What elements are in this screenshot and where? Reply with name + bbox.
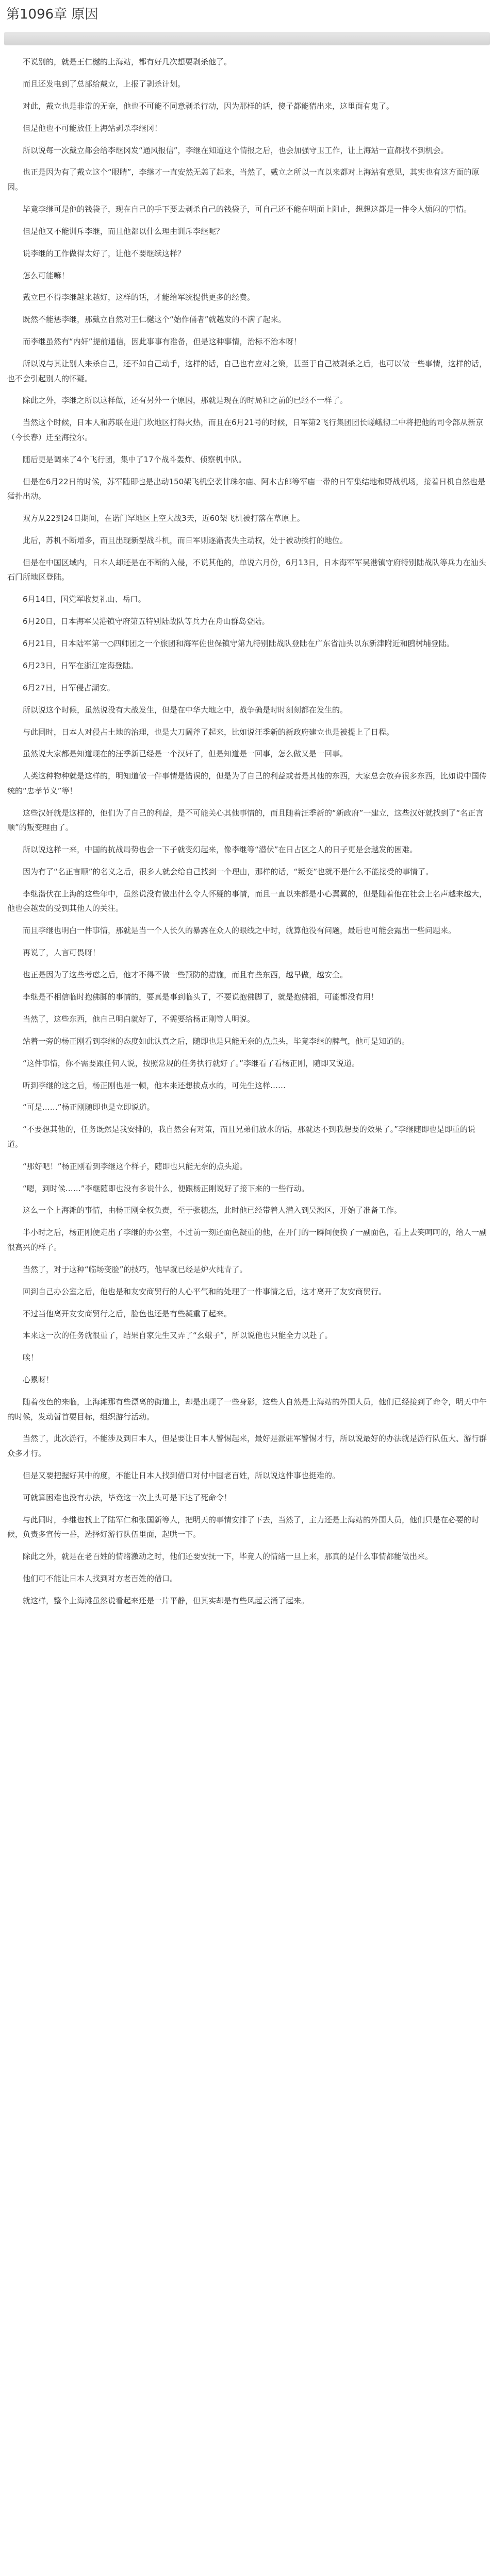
paragraph: 而且李继也明白一件事情，那就是当一个人长久的暴露在众人的眼线之中时，就算他没有问题，最后也可能会露出一些问题来。: [23, 926, 456, 936]
paragraph: “不要想其他的，任务既然是我安排的，我自然会有对策，而且兄弟们放水的话，那就达不到我想要的效果了。”李继随即也是即重的说道。: [7, 1125, 476, 1149]
paragraph: 与此同时，日本人对侵占土地的治理，也是大刀阔斧了起来，比如说汪季新的新政府建立也是被提上了日程。: [23, 727, 394, 737]
paragraph: 随后更是调来了4个飞行团，集中了17个战斗轰炸、侦察机中队。: [23, 454, 246, 464]
paragraph: 当然了，此次游行，不能涉及到日本人，但是要让日本人警惕起来，最好是派驻军警惕才行，所以说最好的办法就是游行队伍大、游行群众多才行。: [7, 1434, 487, 1458]
paragraph: 唉！: [23, 1353, 39, 1363]
paragraph: 李继潜伏在上海的这些年中，虽然说没有做出什么令人怀疑的事情，而且一直以来都是小心翼翼的，但是随着他在社会上名声越来越大，他也会越发的受到其他人的关注。: [7, 889, 487, 913]
paragraph: 但是又要把握好其中的度，不能让日本人找到借口对付中国老百姓，所以说这件事也挺难的。: [23, 1470, 340, 1480]
paragraph: 说李继的工作做得太好了，让他不要继续这样？: [23, 248, 186, 258]
paragraph: 所以说这样一来，中国的抗战局势也会一下子就变幻起来，像李继等“潜伏”在日占区之人的日子更是会越发的困难。: [23, 845, 418, 855]
paragraph: 对此，戴立也是非常的无奈，他也不可能不同意剥杀行动，因为那样的话，傻子都能猜出来，这里面有鬼了。: [23, 101, 394, 111]
paragraph: 可就算困难也没有办法，毕竟这一次上头可是下达了死命令！: [23, 1493, 232, 1502]
paragraph: 当然了，这些东西，他自己明白就好了，不需要给杨正刚等人明说。: [23, 1014, 255, 1024]
paragraph: 而且还发电到了总部给戴立，上报了剥杀计划。: [23, 79, 186, 89]
paragraph: 而李继虽然有“内奸”提前通信，因此事事有准备，但是这种事情，治标不治本呀！: [23, 337, 302, 347]
paragraph: 也正是因为了这些考虑之后，他才不得不做一些预防的措施，而且有些东西，越早做，越安全。: [23, 970, 348, 980]
paragraph: 除此之外，就是在老百姓的情绪激动之时，他们还要安抚一下，毕竟人的情绪一旦上来，那真的是什么事情都能做出来。: [23, 1552, 433, 1562]
paragraph: 6月27日，日军侵占潮安。: [23, 683, 115, 692]
paragraph: 此后，苏机不断增多，而且出现新型战斗机，而日军则逐渐丧失主动权，处于被动挨打的地位。: [23, 535, 348, 545]
paragraph: 就这样，整个上海滩虽然说看起来还是一片平静，但其实却是有些风起云涌了起来。: [23, 1596, 309, 1605]
paragraph: 但是在6月22日的时候，苏军随即也是出动150架飞机空袭甘珠尔庙、阿木古郎等军庙一带的日军集结地和野战机场，接着日机自然也是猛扑出动。: [7, 477, 486, 501]
paragraph: 除此之外，李继之所以这样做，还有另外一个原因，那就是现在的时局和之前的已经不一样了。: [23, 396, 348, 405]
paragraph: 既然不能惩李继，那戴立自然对王仁樾这个“始作俑者”就越发的不满了起来。: [23, 315, 286, 325]
paragraph: “那好吧！”杨正刚看到李继这个样子，随即也只能无奈的点头道。: [23, 1161, 248, 1171]
paragraph: 半小时之后，杨正刚便走出了李继的办公室，不过前一刻还面色凝重的他，在开门的一瞬间便换了一副面色，看上去笑呵呵的，给人一副很高兴的样子。: [7, 1228, 487, 1252]
paragraph: “可是……”杨正刚随即也是立即说道。: [23, 1103, 155, 1112]
paragraph: 不说别的，就是王仁樾的上海站，都有好几次想要剥杀他了。: [23, 57, 232, 66]
paragraph: 本来这一次的任务就很重了，结果自家先生又弄了“幺蛾子”，所以说他也只能全力以赴了。: [23, 1331, 333, 1341]
paragraph: 戴立巴不得李继越来越好，这样的话，才能给军统提供更多的经费。: [23, 293, 255, 302]
paragraph: 站着一旁的杨正刚看到李继的态度如此认真之后，随即也是只能无奈的点点头，毕竟李继的脾气，他可是知道的。: [23, 1036, 410, 1046]
paragraph: 当然了，对于这种“临场变脸”的技巧，他早就已经是炉火纯青了。: [23, 1264, 248, 1274]
paragraph: 6月20日，日本海军吴港镇守府第五特别陆战队等兵力在舟山群岛登陆。: [23, 617, 270, 626]
paragraph: 所以说每一次戴立都会给李继冈发“通风报信”，李继在知道这个情报之后，也会加强守卫工作，让上海站一直都找不到机会。: [23, 145, 449, 155]
paragraph: 这么一个上海滩的事情，由杨正刚全权负责，至于张穗杰，此时他已经带着人潜入到吴淞区，开始了准备工作。: [23, 1206, 402, 1215]
paragraph: 6月14日，国党军收复礼山、岳口。: [23, 595, 146, 604]
title-divider-bar: [4, 32, 490, 45]
paragraph: 6月23日，日军在浙江定海登陆。: [23, 660, 138, 670]
paragraph: 但是他也不可能放任上海站剥杀李继冈！: [23, 123, 162, 133]
paragraph: 听到李继的这之后，杨正刚也是一顿，他本来还想拔点水的，可先生这样……: [23, 1080, 286, 1090]
paragraph: “嗯，到时候……”李继随即也没有多说什么，便跟杨正刚说好了接下来的一些行动。: [23, 1183, 309, 1193]
paragraph: 他们可不能让日本人找到对方老百姓的借口。: [23, 1573, 178, 1583]
paragraph: 怎么可能嘛！: [23, 270, 70, 280]
paragraph: 这些汉奸就是这样的，他们为了自己的利益，是不可能关心其他事情的，而且随着汪季新的“新政府”一建立，这些汉奸就找到了“名正言顺”的叛变理由了。: [7, 808, 484, 833]
paragraph: 所以说这个时候，虽然说没有大战发生，但是在中华大地之中，战争确是时时刻刻都在发生的。: [23, 705, 348, 715]
paragraph: 李继是不相信临时抱佛脚的事情的，要真是事到临头了，不要说抱佛脚了，就是抱佛祖，可能都没有用！: [23, 992, 379, 1002]
paragraph: 双方从22到24日期间，在诺门罕地区上空大战3天，近60架飞机被打落在草原上。: [23, 514, 305, 523]
paragraph: 不过当他离开友安商贸行之后，脸色也还是有些凝重了起来。: [23, 1309, 232, 1318]
paragraph: 毕竟李继可是他的钱袋子，现在自己的手下要去剥杀自己的钱袋子，可自己还不能在明面上阻止，想想这都是一件令人烦闷的事情。: [23, 204, 472, 214]
paragraph: 人类这种物种就是这样的，明知道做一件事情是错误的，但是为了自己的利益或者是其他的东西，大家总会放弃很多东西，比如说中国传统的“忠孝节义”等！: [7, 771, 487, 795]
paragraph: 再说了，人言可畏呀！: [23, 948, 101, 958]
paragraph: 因为有了“名正言顺”的名义之后，很多人就会给自己找到一个理由，那样的话，“叛变”也就不是什么不能接受的事情了。: [23, 867, 434, 876]
paragraph: 回到自己办公室之后，他也是和友安商贸行的人心平气和的处理了一件事情之后，这才离开了友安商贸行。: [23, 1286, 387, 1296]
paragraph: 但是在中国区域内，日本人却还是在不断的入侵，不说其他的，单说六月份，6月13日，日本海军军吴港镇守府特别陆战队等兵力在汕头石门所地区登陆。: [7, 557, 486, 582]
paragraph: 当然这个时候，日本人和苏联在进门坎地区打得火热，而且在6月21号的时候，日军第2飞行集团团长嵯峨彻二中将把他的司令部从新京（今长春）迁至海拉尔。: [7, 418, 484, 442]
paragraph: 但是他又不能训斥李继，而且他都以什么理由训斥李继呢？: [23, 226, 224, 236]
chapter-title: 第1096章 原因: [6, 7, 98, 22]
paragraph: 6月21日，日本陆军第一○四师团之一个旅团和海军佐世保镇守第九特别陆战队登陆在广东省汕头以东新津附近和鸥树埔登陆。: [23, 638, 454, 648]
paragraph: 与此同时，李继也找上了陆军仁和张国新等人，把明天的事情安排了下去，当然了，主力还是上海站的外围人员，他们只是在必要的时候，负责多宣传一番，选择好游行队伍里面，起哄一下。: [7, 1515, 480, 1539]
paragraph: “这件事情，你不需要跟任何人说，按照常规的任务执行就好了。”李继看了看杨正刚，随即又说道。: [23, 1058, 360, 1068]
paragraph: 所以说与其让别人来杀自己，还不如自己动手，这样的话，自己也有应对之策，甚至于自己被剥杀之后，也可以做一些事情，这样的话，也不会引起别人的怀疑。: [7, 359, 487, 383]
paragraph: 虽然说大家都是知道现在的汪季新已经是一个汉奸了，但是知道是一回事，怎么做又是一回事。: [23, 749, 348, 759]
paragraph: 随着夜色的来临，上海滩那有些漂离的街道上，却是出现了一些身影，这些人自然是上海站的外围人员，他们已经接到了命令，明天中午的时候，发动暂首要目标，组织游行活动。: [7, 1397, 487, 1421]
chapter-body: [0, 55, 494, 1608]
paragraph: 心累呀！: [23, 1375, 54, 1385]
paragraph: 也正是因为有了戴立这个“眼睛”，李继才一直安然无恙了起来，当然了，戴立之所以一直以来都对上海站有意见，其实也有这方面的原因。: [7, 167, 480, 192]
